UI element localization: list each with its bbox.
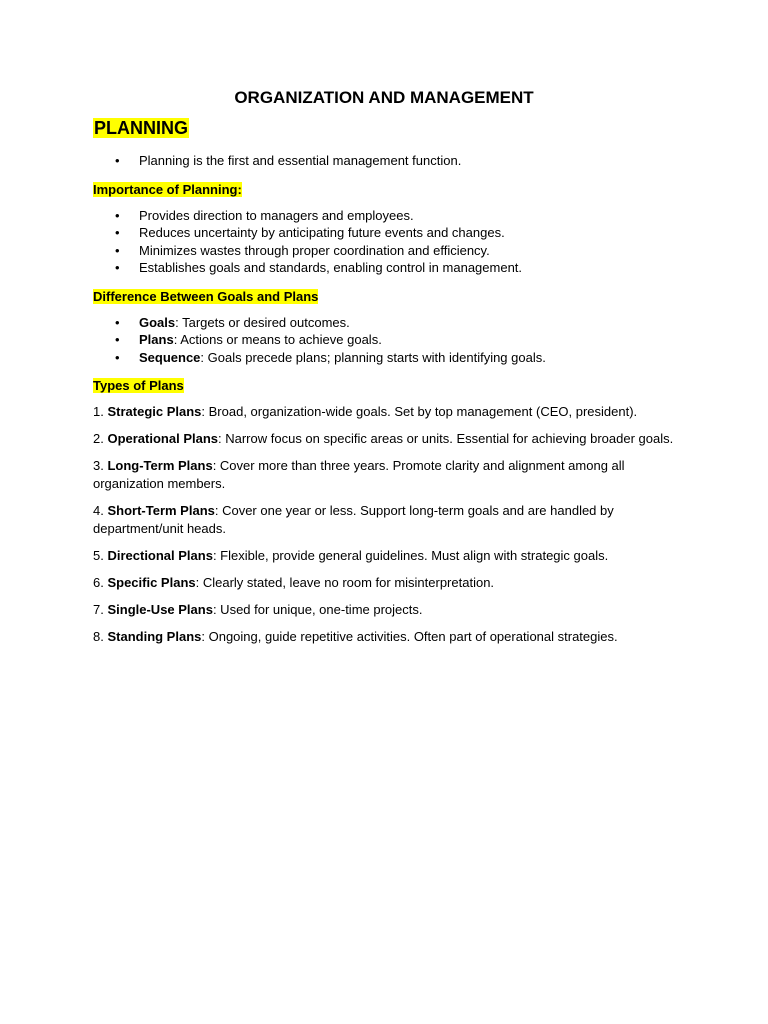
types-heading-text: Types of Plans — [93, 378, 184, 393]
plan-item — [93, 547, 693, 565]
plan-number: 4. — [93, 503, 108, 518]
types-heading — [93, 378, 693, 393]
definition: : Goals precede plans; planning starts with identifying goals. — [200, 349, 546, 365]
document-body — [93, 88, 693, 655]
plan-term: Directional Plans — [107, 548, 213, 563]
plan-term: Single-Use Plans — [107, 602, 213, 617]
plan-description: : Narrow focus on specific areas or units. Essential for achieving broader goals. — [218, 431, 674, 446]
term: Plans — [139, 332, 174, 347]
plan-number: 6. — [93, 575, 108, 590]
plan-number: 8. — [93, 629, 108, 644]
plan-number: 7. — [93, 602, 108, 617]
plan-item — [93, 457, 693, 493]
term: Sequence — [139, 349, 201, 365]
difference-list — [93, 314, 693, 367]
plan-item — [93, 628, 693, 646]
list-item: • Minimizes wastes through proper coordination and efficiency. — [93, 242, 693, 260]
plan-term: Operational Plans — [107, 431, 219, 446]
plan-term: Specific Plans — [107, 575, 196, 590]
plan-description: : Cover more than three years. Promote clarity and alignment among all organization members. — [93, 458, 625, 491]
plan-item — [93, 403, 693, 421]
list-item: • Provides direction to managers and employees. — [93, 207, 693, 225]
list-item: • Establishes goals and standards, enabling control in management. — [93, 259, 693, 277]
plan-description: : Used for unique, one-time projects. — [212, 602, 423, 617]
plan-number: 2. — [93, 431, 108, 446]
plan-description: : Flexible, provide general guidelines. Must align with strategic goals. — [212, 548, 609, 563]
intro-list — [93, 152, 693, 170]
plan-item — [93, 502, 693, 538]
plan-description: : Cover one year or less. Support long-term goals and are handled by department/unit heads. — [93, 503, 614, 536]
difference-heading — [93, 289, 693, 304]
section-heading-text: PLANNING — [94, 118, 188, 138]
document-title: ORGANIZATION AND MANAGEMENT — [234, 88, 534, 107]
difference-heading-text: Difference Between Goals and Plans — [93, 288, 319, 304]
definition: : Targets or desired outcomes. — [175, 314, 350, 330]
plan-item — [93, 430, 693, 448]
term: Goals — [139, 314, 176, 330]
section-heading — [93, 118, 693, 139]
plan-term: Long-Term Plans — [107, 458, 213, 473]
list-item — [93, 314, 693, 332]
plan-description: : Ongoing, guide repetitive activities. Often part of operational strategies. — [201, 629, 618, 644]
plan-term: Standing Plans — [107, 629, 202, 644]
plan-number: 5. — [93, 548, 108, 563]
list-item: • Reduces uncertainty by anticipating future events and changes. — [93, 224, 693, 242]
list-item — [93, 349, 693, 367]
definition: : Actions or means to achieve goals. — [173, 332, 382, 347]
plan-description: : Clearly stated, leave no room for misinterpretation. — [195, 575, 495, 590]
plan-item — [93, 574, 693, 592]
list-item — [93, 331, 693, 349]
plan-number: 1. — [93, 404, 108, 419]
importance-heading — [93, 182, 693, 197]
list-item: • Planning is the first and essential management function. — [93, 152, 693, 170]
importance-list — [93, 207, 693, 277]
plan-number: 3. — [93, 458, 108, 473]
plan-term: Strategic Plans — [107, 404, 202, 419]
plan-description: : Broad, organization-wide goals. Set by top management (CEO, president). — [201, 404, 638, 419]
plan-term: Short-Term Plans — [107, 503, 215, 518]
importance-heading-text: Importance of Planning: — [93, 181, 242, 197]
plan-item — [93, 601, 693, 619]
